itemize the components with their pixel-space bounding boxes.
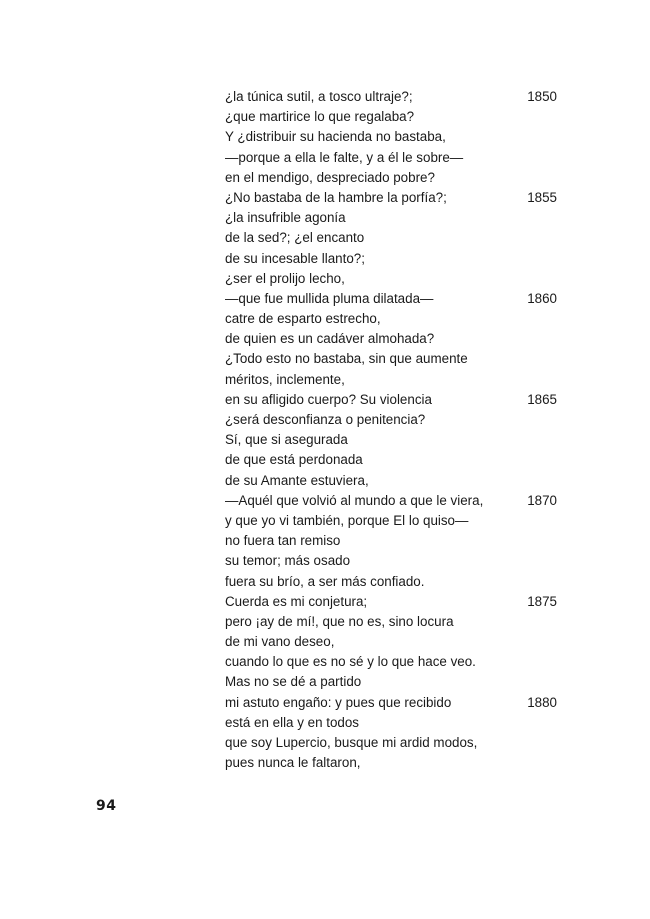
verse-text: en su afligido cuerpo? Su violencia xyxy=(225,391,432,407)
verse-line xyxy=(225,491,565,511)
verse-text: pues nunca le faltaron, xyxy=(225,755,361,771)
verse-text: méritos, inclemente, xyxy=(225,371,345,387)
verse-text: ¿Todo esto no bastaba, sin que aumente xyxy=(225,351,468,367)
verse-text: está en ella y en todos xyxy=(225,714,359,730)
verse-line xyxy=(225,632,565,652)
verse-text: de su Amante estuviera, xyxy=(225,472,369,488)
verse-text: ¿será desconfianza o penitencia? xyxy=(225,412,426,427)
verse-line xyxy=(225,349,565,369)
verse-text: ¿No bastaba de la hambre la porfía?; xyxy=(225,189,447,205)
verse-line xyxy=(225,753,565,773)
verse-text: en el mendigo, despreciado pobre? xyxy=(225,169,435,185)
verse-text: que soy Lupercio, busque mi ardid modos, xyxy=(225,735,478,750)
verse-number: 1880 xyxy=(527,694,557,710)
verse-line xyxy=(225,127,565,147)
verse-text: y que yo vi también, porque El lo quiso— xyxy=(225,512,469,528)
verse-text: Cuerda es mi conjetura; xyxy=(225,593,368,609)
verse-line xyxy=(225,370,565,390)
verse-number: 1870 xyxy=(527,492,557,508)
verse-line xyxy=(225,390,565,410)
verse-number: 1855 xyxy=(527,189,557,205)
verse-text: de que está perdonada xyxy=(225,452,363,468)
verse-line xyxy=(225,592,565,612)
verse-text: —porque a ella le falte, y a él le sobre— xyxy=(225,149,464,165)
verse-text: ¿la insufrible agonía xyxy=(225,210,346,226)
verse-line xyxy=(225,228,565,248)
verse-line xyxy=(225,430,565,450)
verse-number: 1850 xyxy=(527,89,557,104)
verse-number: 1865 xyxy=(527,391,557,407)
verse-text: ¿que martirice lo que regalaba? xyxy=(225,109,415,125)
verse-text: de quien es un cadáver almohada? xyxy=(225,331,435,347)
verse-line xyxy=(225,733,565,753)
verse-line xyxy=(225,672,565,692)
verse-line xyxy=(225,511,565,531)
verse-text: cuando lo que es no sé y lo que hace veo. xyxy=(225,654,476,670)
verse-text: —Aquél que volvió al mundo a que le viera, xyxy=(225,492,484,508)
verse-text: Mas no se dé a partido xyxy=(225,674,362,690)
verse-line xyxy=(225,208,565,228)
verse-line xyxy=(225,289,565,309)
verse-text: fuera su brío, a ser más confiado. xyxy=(225,573,425,589)
verse-text: de su incesable llanto?; xyxy=(225,250,365,266)
verse-line xyxy=(225,410,565,430)
verse-text: Y ¿distribuir su hacienda no bastaba, xyxy=(225,129,446,145)
verse-line xyxy=(225,693,565,713)
page-number: 94 xyxy=(96,798,117,814)
verse-line xyxy=(225,450,565,470)
verse-line xyxy=(225,652,565,672)
verse-line xyxy=(225,269,565,289)
verse-line xyxy=(225,148,565,168)
verse-text: catre de esparto estrecho, xyxy=(225,311,381,327)
verse-text: pero ¡ay de mí!, que no es, sino locura xyxy=(225,613,454,629)
verse-line xyxy=(225,713,565,733)
verse-line xyxy=(225,531,565,551)
verse-line xyxy=(225,572,565,592)
verse-text: ¿ser el prolijo lecho, xyxy=(225,270,345,286)
verse-text: Sí, que si asegurada xyxy=(225,432,348,448)
verse-text: —que fue mullida pluma dilatada— xyxy=(225,290,434,306)
verse-line xyxy=(225,249,565,269)
verse-text: de la sed?; ¿el encanto xyxy=(225,230,365,246)
verse-line xyxy=(225,188,565,208)
verse-text: no fuera tan remiso xyxy=(225,533,341,549)
verse-number: 1875 xyxy=(527,593,557,609)
verse-line xyxy=(225,551,565,571)
verse-text: su temor; más osado xyxy=(225,553,351,569)
verse-text: mi astuto engaño: y pues que recibido xyxy=(225,694,452,710)
verse-line xyxy=(225,309,565,329)
verse-text: de mi vano deseo, xyxy=(225,634,335,650)
verse-line xyxy=(225,168,565,188)
verse-line xyxy=(225,87,565,107)
verse-line xyxy=(225,471,565,491)
verse-text: ¿la túnica sutil, a tosco ultraje?; xyxy=(225,89,413,104)
verse-number: 1860 xyxy=(527,290,557,306)
verse-line xyxy=(225,612,565,632)
verse-line xyxy=(225,329,565,349)
verse-line xyxy=(225,107,565,127)
poem-text xyxy=(225,87,565,773)
